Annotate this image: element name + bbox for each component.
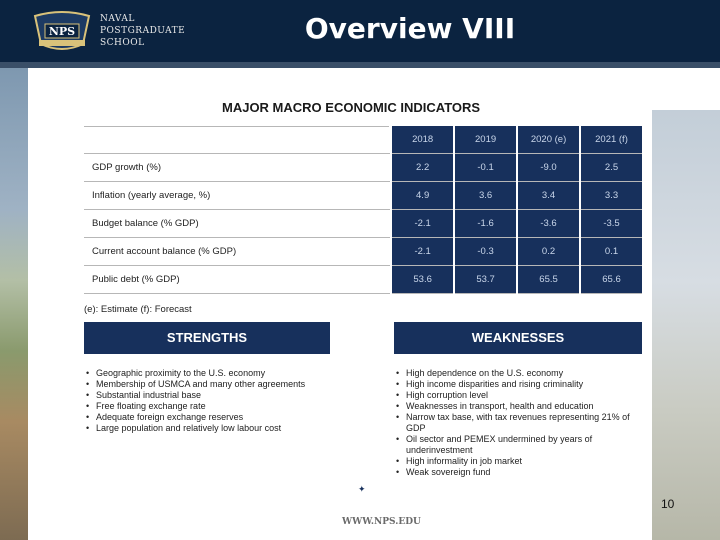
list-item: • Adequate foreign exchange reserves [86,412,331,423]
cell-value: 65.5 [517,266,580,294]
indicators-title: MAJOR MACRO ECONOMIC INDICATORS [222,100,481,115]
list-item: • Large population and relatively low labour cost [86,423,331,434]
indicators-table [84,126,642,294]
list-item: • Weaknesses in transport, health and education [396,401,641,412]
campus-photo-left [0,68,28,540]
list-item: • High income disparities and rising criminality [396,379,641,390]
year-header: 2018 [391,126,454,154]
cell-value: -2.1 [391,210,454,238]
cell-value: 0.2 [517,238,580,266]
table-row [84,182,642,210]
weaknesses-list [396,368,641,478]
list-item: • Substantial industrial base [86,390,331,401]
table-row [84,266,642,294]
list-item: • Geographic proximity to the U.S. economy [86,368,331,379]
cell-value: -2.1 [391,238,454,266]
cell-value: -0.1 [454,154,517,182]
list-item: • High informality in job market [396,456,641,467]
table-header-row [84,126,642,154]
table-row [84,154,642,182]
table-row [84,210,642,238]
list-item: • Oil sector and PEMEX undermined by years of underinvestment [396,434,641,456]
year-header: 2021 (f) [580,126,642,154]
list-item: • Free floating exchange rate [86,401,331,412]
row-label: GDP growth (%) [84,154,391,182]
year-header: 2020 (e) [517,126,580,154]
weaknesses-heading: WEAKNESSES [394,322,642,354]
table-footnote: (e): Estimate (f): Forecast [84,304,192,315]
cell-value: 2.2 [391,154,454,182]
list-item: • High dependence on the U.S. economy [396,368,641,379]
list-item: • High corruption level [396,390,641,401]
year-header: 2019 [454,126,517,154]
cell-value: 53.6 [391,266,454,294]
table-row [84,238,642,266]
campus-photo-right [652,110,720,540]
logo-line: POSTGRADUATE [100,26,186,36]
cell-value: 3.3 [580,182,642,210]
page-number: 10 [661,497,675,511]
row-label: Public debt (% GDP) [84,266,391,294]
logo-line: SCHOOL [100,38,145,48]
slide-title: Overview VIII [304,12,516,45]
cell-value: 53.7 [454,266,517,294]
cell-value: -1.6 [454,210,517,238]
strengths-heading: STRENGTHS [84,322,330,354]
star-icon: ✦ [358,484,366,494]
row-label: Budget balance (% GDP) [84,210,391,238]
cell-value: -3.6 [517,210,580,238]
cell-value: 0.1 [580,238,642,266]
cell-value: 2.5 [580,154,642,182]
logo-line: NAVAL [100,14,135,24]
cell-value: -9.0 [517,154,580,182]
row-label: Current account balance (% GDP) [84,238,391,266]
list-item: • Membership of USMCA and many other agreements [86,379,331,390]
footer-url: WWW.NPS.EDU [342,517,421,527]
logo-abbrev: NPS [48,25,76,38]
cell-value: 3.6 [454,182,517,210]
cell-value: -0.3 [454,238,517,266]
strengths-list [86,368,331,434]
cell-value: 4.9 [391,182,454,210]
list-item: • Weak sovereign fund [396,467,641,478]
table-corner [84,126,391,154]
cell-value: 3.4 [517,182,580,210]
row-label: Inflation (yearly average, %) [84,182,391,210]
cell-value: -3.5 [580,210,642,238]
cell-value: 65.6 [580,266,642,294]
list-item: • Narrow tax base, with tax revenues representing 21% of GDP [396,412,641,434]
